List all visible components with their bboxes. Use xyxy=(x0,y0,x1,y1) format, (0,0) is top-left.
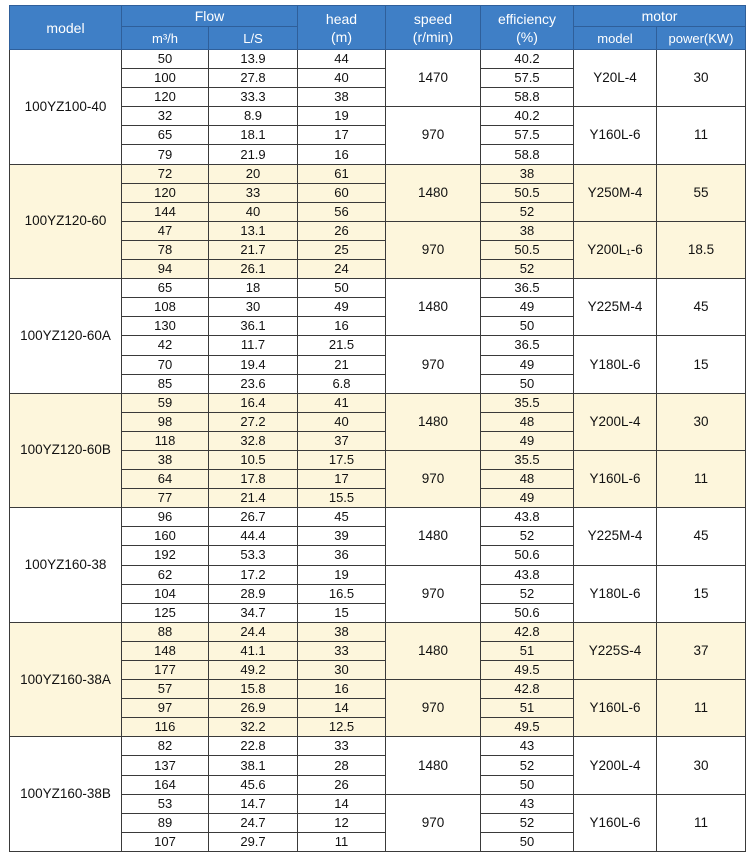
head-cell: 17 xyxy=(298,126,386,145)
motor-model-cell: Y225M-4 xyxy=(574,279,657,336)
motor-model-cell: Y200L-4 xyxy=(574,393,657,450)
model-cell: 100YZ120-60A xyxy=(10,279,122,394)
motor-power-cell: 45 xyxy=(657,508,746,565)
head-cell: 56 xyxy=(298,202,386,221)
flow-m3h-cell: 50 xyxy=(122,50,209,69)
model-cell: 100YZ160-38B xyxy=(10,737,122,852)
flow-ls-cell: 18.1 xyxy=(209,126,298,145)
speed-cell: 1480 xyxy=(386,622,481,679)
flow-m3h-cell: 88 xyxy=(122,622,209,641)
header-motor-power: power(KW) xyxy=(657,27,746,50)
flow-m3h-cell: 42 xyxy=(122,336,209,355)
efficiency-cell: 50 xyxy=(481,832,574,851)
flow-ls-cell: 21.7 xyxy=(209,240,298,259)
head-cell: 25 xyxy=(298,240,386,259)
speed-cell: 970 xyxy=(386,680,481,737)
motor-model-cell: Y160L-6 xyxy=(574,680,657,737)
efficiency-cell: 58.8 xyxy=(481,145,574,164)
motor-model-cell: Y160L-6 xyxy=(574,107,657,164)
motor-power-cell: 15 xyxy=(657,565,746,622)
model-cell: 100YZ120-60 xyxy=(10,164,122,279)
efficiency-cell: 50 xyxy=(481,317,574,336)
flow-m3h-cell: 160 xyxy=(122,527,209,546)
speed-cell: 970 xyxy=(386,565,481,622)
efficiency-cell: 50.5 xyxy=(481,240,574,259)
head-cell: 16 xyxy=(298,680,386,699)
motor-model-cell: Y225S-4 xyxy=(574,622,657,679)
efficiency-cell: 52 xyxy=(481,584,574,603)
head-cell: 24 xyxy=(298,260,386,279)
head-cell: 19 xyxy=(298,565,386,584)
flow-m3h-cell: 98 xyxy=(122,412,209,431)
head-cell: 28 xyxy=(298,756,386,775)
head-cell: 49 xyxy=(298,298,386,317)
flow-ls-cell: 30 xyxy=(209,298,298,317)
flow-ls-cell: 36.1 xyxy=(209,317,298,336)
efficiency-cell: 42.8 xyxy=(481,680,574,699)
motor-power-cell: 45 xyxy=(657,279,746,336)
flow-m3h-cell: 107 xyxy=(122,832,209,851)
table-row xyxy=(10,393,746,412)
flow-ls-cell: 26.9 xyxy=(209,699,298,718)
flow-ls-cell: 41.1 xyxy=(209,641,298,660)
flow-ls-cell: 13.1 xyxy=(209,221,298,240)
head-cell: 40 xyxy=(298,412,386,431)
flow-m3h-cell: 78 xyxy=(122,240,209,259)
flow-ls-cell: 10.5 xyxy=(209,450,298,469)
head-cell: 14 xyxy=(298,794,386,813)
flow-ls-cell: 14.7 xyxy=(209,794,298,813)
head-cell: 36 xyxy=(298,546,386,565)
flow-ls-cell: 15.8 xyxy=(209,680,298,699)
flow-ls-cell: 26.7 xyxy=(209,508,298,527)
efficiency-cell: 50 xyxy=(481,775,574,794)
motor-model-cell: Y20L-4 xyxy=(574,50,657,107)
efficiency-cell: 49.5 xyxy=(481,661,574,680)
head-cell: 11 xyxy=(298,832,386,851)
head-cell: 39 xyxy=(298,527,386,546)
flow-m3h-cell: 177 xyxy=(122,661,209,680)
flow-ls-cell: 34.7 xyxy=(209,603,298,622)
efficiency-cell: 52 xyxy=(481,202,574,221)
table-row xyxy=(10,737,746,756)
efficiency-cell: 36.5 xyxy=(481,336,574,355)
flow-m3h-cell: 164 xyxy=(122,775,209,794)
flow-ls-cell: 23.6 xyxy=(209,374,298,393)
flow-ls-cell: 33.3 xyxy=(209,88,298,107)
model-cell: 100YZ100-40 xyxy=(10,50,122,165)
motor-power-cell: 55 xyxy=(657,164,746,221)
table-body xyxy=(10,50,746,852)
header-model: model xyxy=(10,6,122,50)
motor-model-cell: Y200L-4 xyxy=(574,737,657,794)
flow-ls-cell: 33 xyxy=(209,183,298,202)
motor-power-cell: 11 xyxy=(657,794,746,851)
flow-ls-cell: 53.3 xyxy=(209,546,298,565)
head-cell: 37 xyxy=(298,431,386,450)
speed-cell: 1480 xyxy=(386,279,481,336)
speed-cell: 1480 xyxy=(386,737,481,794)
flow-m3h-cell: 82 xyxy=(122,737,209,756)
table-row xyxy=(10,508,746,527)
flow-m3h-cell: 116 xyxy=(122,718,209,737)
head-cell: 6.8 xyxy=(298,374,386,393)
model-cell: 100YZ160-38 xyxy=(10,508,122,623)
efficiency-cell: 35.5 xyxy=(481,393,574,412)
flow-m3h-cell: 65 xyxy=(122,279,209,298)
speed-cell: 970 xyxy=(386,794,481,851)
flow-ls-cell: 20 xyxy=(209,164,298,183)
head-cell: 41 xyxy=(298,393,386,412)
flow-ls-cell: 32.8 xyxy=(209,431,298,450)
head-cell: 38 xyxy=(298,622,386,641)
efficiency-cell: 49.5 xyxy=(481,718,574,737)
efficiency-cell: 40.2 xyxy=(481,107,574,126)
efficiency-cell: 52 xyxy=(481,527,574,546)
efficiency-cell: 43.8 xyxy=(481,565,574,584)
model-cell: 100YZ120-60B xyxy=(10,393,122,508)
motor-power-cell: 11 xyxy=(657,450,746,507)
flow-m3h-cell: 97 xyxy=(122,699,209,718)
motor-power-cell: 11 xyxy=(657,107,746,164)
head-cell: 38 xyxy=(298,88,386,107)
flow-m3h-cell: 100 xyxy=(122,69,209,88)
motor-model-cell: Y180L-6 xyxy=(574,336,657,393)
head-cell: 16 xyxy=(298,145,386,164)
head-cell: 30 xyxy=(298,661,386,680)
motor-power-cell: 30 xyxy=(657,50,746,107)
flow-ls-cell: 16.4 xyxy=(209,393,298,412)
flow-m3h-cell: 120 xyxy=(122,88,209,107)
flow-m3h-cell: 104 xyxy=(122,584,209,603)
motor-model-cell: Y225M-4 xyxy=(574,508,657,565)
head-cell: 17 xyxy=(298,470,386,489)
efficiency-cell: 38 xyxy=(481,164,574,183)
flow-m3h-cell: 57 xyxy=(122,680,209,699)
motor-power-cell: 15 xyxy=(657,336,746,393)
flow-ls-cell: 19.4 xyxy=(209,355,298,374)
header-speed: speed (r/min) xyxy=(386,6,481,50)
efficiency-cell: 49 xyxy=(481,355,574,374)
head-cell: 15 xyxy=(298,603,386,622)
flow-m3h-cell: 65 xyxy=(122,126,209,145)
flow-ls-cell: 22.8 xyxy=(209,737,298,756)
efficiency-cell: 48 xyxy=(481,412,574,431)
motor-power-cell: 30 xyxy=(657,393,746,450)
table-row xyxy=(10,279,746,298)
flow-m3h-cell: 85 xyxy=(122,374,209,393)
efficiency-cell: 50.6 xyxy=(481,546,574,565)
efficiency-cell: 58.8 xyxy=(481,88,574,107)
efficiency-cell: 49 xyxy=(481,298,574,317)
speed-cell: 970 xyxy=(386,450,481,507)
flow-m3h-cell: 96 xyxy=(122,508,209,527)
motor-model-cell: Y200L₁-6 xyxy=(574,221,657,278)
flow-m3h-cell: 118 xyxy=(122,431,209,450)
model-cell: 100YZ160-38A xyxy=(10,622,122,737)
head-cell: 61 xyxy=(298,164,386,183)
head-cell: 40 xyxy=(298,69,386,88)
flow-ls-cell: 32.2 xyxy=(209,718,298,737)
flow-m3h-cell: 144 xyxy=(122,202,209,221)
head-cell: 15.5 xyxy=(298,489,386,508)
flow-m3h-cell: 130 xyxy=(122,317,209,336)
efficiency-cell: 42.8 xyxy=(481,622,574,641)
flow-m3h-cell: 59 xyxy=(122,393,209,412)
flow-m3h-cell: 47 xyxy=(122,221,209,240)
efficiency-cell: 36.5 xyxy=(481,279,574,298)
flow-ls-cell: 24.4 xyxy=(209,622,298,641)
efficiency-cell: 43 xyxy=(481,737,574,756)
efficiency-cell: 50 xyxy=(481,374,574,393)
motor-model-cell: Y160L-6 xyxy=(574,450,657,507)
flow-ls-cell: 21.9 xyxy=(209,145,298,164)
flow-ls-cell: 27.2 xyxy=(209,412,298,431)
efficiency-cell: 51 xyxy=(481,699,574,718)
flow-ls-cell: 40 xyxy=(209,202,298,221)
flow-ls-cell: 17.2 xyxy=(209,565,298,584)
motor-model-cell: Y250M-4 xyxy=(574,164,657,221)
flow-m3h-cell: 192 xyxy=(122,546,209,565)
speed-cell: 970 xyxy=(386,336,481,393)
efficiency-cell: 43.8 xyxy=(481,508,574,527)
flow-m3h-cell: 38 xyxy=(122,450,209,469)
flow-m3h-cell: 94 xyxy=(122,260,209,279)
efficiency-cell: 52 xyxy=(481,260,574,279)
header-head: head (m) xyxy=(298,6,386,50)
header-flow-ls: L/S xyxy=(209,27,298,50)
head-cell: 33 xyxy=(298,737,386,756)
header-flow-m3h: m³/h xyxy=(122,27,209,50)
speed-cell: 1470 xyxy=(386,50,481,107)
head-cell: 12 xyxy=(298,813,386,832)
spec-table-container xyxy=(9,5,746,852)
table-header xyxy=(10,6,746,50)
efficiency-cell: 50.6 xyxy=(481,603,574,622)
head-cell: 33 xyxy=(298,641,386,660)
efficiency-cell: 49 xyxy=(481,489,574,508)
flow-ls-cell: 49.2 xyxy=(209,661,298,680)
head-cell: 12.5 xyxy=(298,718,386,737)
head-cell: 50 xyxy=(298,279,386,298)
flow-ls-cell: 29.7 xyxy=(209,832,298,851)
table-row xyxy=(10,622,746,641)
efficiency-cell: 40.2 xyxy=(481,50,574,69)
motor-power-cell: 11 xyxy=(657,680,746,737)
head-cell: 60 xyxy=(298,183,386,202)
table-row xyxy=(10,164,746,183)
motor-power-cell: 37 xyxy=(657,622,746,679)
head-cell: 21 xyxy=(298,355,386,374)
head-cell: 26 xyxy=(298,221,386,240)
efficiency-cell: 35.5 xyxy=(481,450,574,469)
header-efficiency: efficiency (%) xyxy=(481,6,574,50)
efficiency-cell: 57.5 xyxy=(481,69,574,88)
flow-m3h-cell: 79 xyxy=(122,145,209,164)
efficiency-cell: 52 xyxy=(481,756,574,775)
flow-ls-cell: 27.8 xyxy=(209,69,298,88)
flow-m3h-cell: 148 xyxy=(122,641,209,660)
flow-ls-cell: 11.7 xyxy=(209,336,298,355)
speed-cell: 970 xyxy=(386,221,481,278)
header-motor-model: model xyxy=(574,27,657,50)
flow-ls-cell: 21.4 xyxy=(209,489,298,508)
head-cell: 16.5 xyxy=(298,584,386,603)
flow-ls-cell: 26.1 xyxy=(209,260,298,279)
flow-ls-cell: 13.9 xyxy=(209,50,298,69)
head-cell: 17.5 xyxy=(298,450,386,469)
efficiency-cell: 51 xyxy=(481,641,574,660)
header-flow: Flow xyxy=(122,6,298,27)
motor-model-cell: Y160L-6 xyxy=(574,794,657,851)
head-cell: 44 xyxy=(298,50,386,69)
flow-m3h-cell: 125 xyxy=(122,603,209,622)
head-cell: 14 xyxy=(298,699,386,718)
efficiency-cell: 50.5 xyxy=(481,183,574,202)
head-cell: 45 xyxy=(298,508,386,527)
flow-m3h-cell: 32 xyxy=(122,107,209,126)
flow-m3h-cell: 62 xyxy=(122,565,209,584)
pump-spec-table xyxy=(9,5,746,852)
flow-ls-cell: 24.7 xyxy=(209,813,298,832)
head-cell: 19 xyxy=(298,107,386,126)
speed-cell: 970 xyxy=(386,107,481,164)
flow-m3h-cell: 70 xyxy=(122,355,209,374)
flow-ls-cell: 38.1 xyxy=(209,756,298,775)
flow-m3h-cell: 77 xyxy=(122,489,209,508)
efficiency-cell: 52 xyxy=(481,813,574,832)
head-cell: 21.5 xyxy=(298,336,386,355)
motor-model-cell: Y180L-6 xyxy=(574,565,657,622)
speed-cell: 1480 xyxy=(386,508,481,565)
flow-m3h-cell: 120 xyxy=(122,183,209,202)
flow-m3h-cell: 64 xyxy=(122,470,209,489)
flow-ls-cell: 44.4 xyxy=(209,527,298,546)
flow-m3h-cell: 137 xyxy=(122,756,209,775)
efficiency-cell: 43 xyxy=(481,794,574,813)
efficiency-cell: 48 xyxy=(481,470,574,489)
flow-ls-cell: 17.8 xyxy=(209,470,298,489)
speed-cell: 1480 xyxy=(386,393,481,450)
motor-power-cell: 30 xyxy=(657,737,746,794)
flow-m3h-cell: 108 xyxy=(122,298,209,317)
flow-ls-cell: 28.9 xyxy=(209,584,298,603)
head-cell: 16 xyxy=(298,317,386,336)
header-motor: motor xyxy=(574,6,746,27)
flow-m3h-cell: 72 xyxy=(122,164,209,183)
flow-ls-cell: 8.9 xyxy=(209,107,298,126)
efficiency-cell: 49 xyxy=(481,431,574,450)
table-row xyxy=(10,50,746,69)
head-cell: 26 xyxy=(298,775,386,794)
motor-power-cell: 18.5 xyxy=(657,221,746,278)
flow-ls-cell: 45.6 xyxy=(209,775,298,794)
flow-ls-cell: 18 xyxy=(209,279,298,298)
flow-m3h-cell: 89 xyxy=(122,813,209,832)
speed-cell: 1480 xyxy=(386,164,481,221)
flow-m3h-cell: 53 xyxy=(122,794,209,813)
efficiency-cell: 38 xyxy=(481,221,574,240)
efficiency-cell: 57.5 xyxy=(481,126,574,145)
